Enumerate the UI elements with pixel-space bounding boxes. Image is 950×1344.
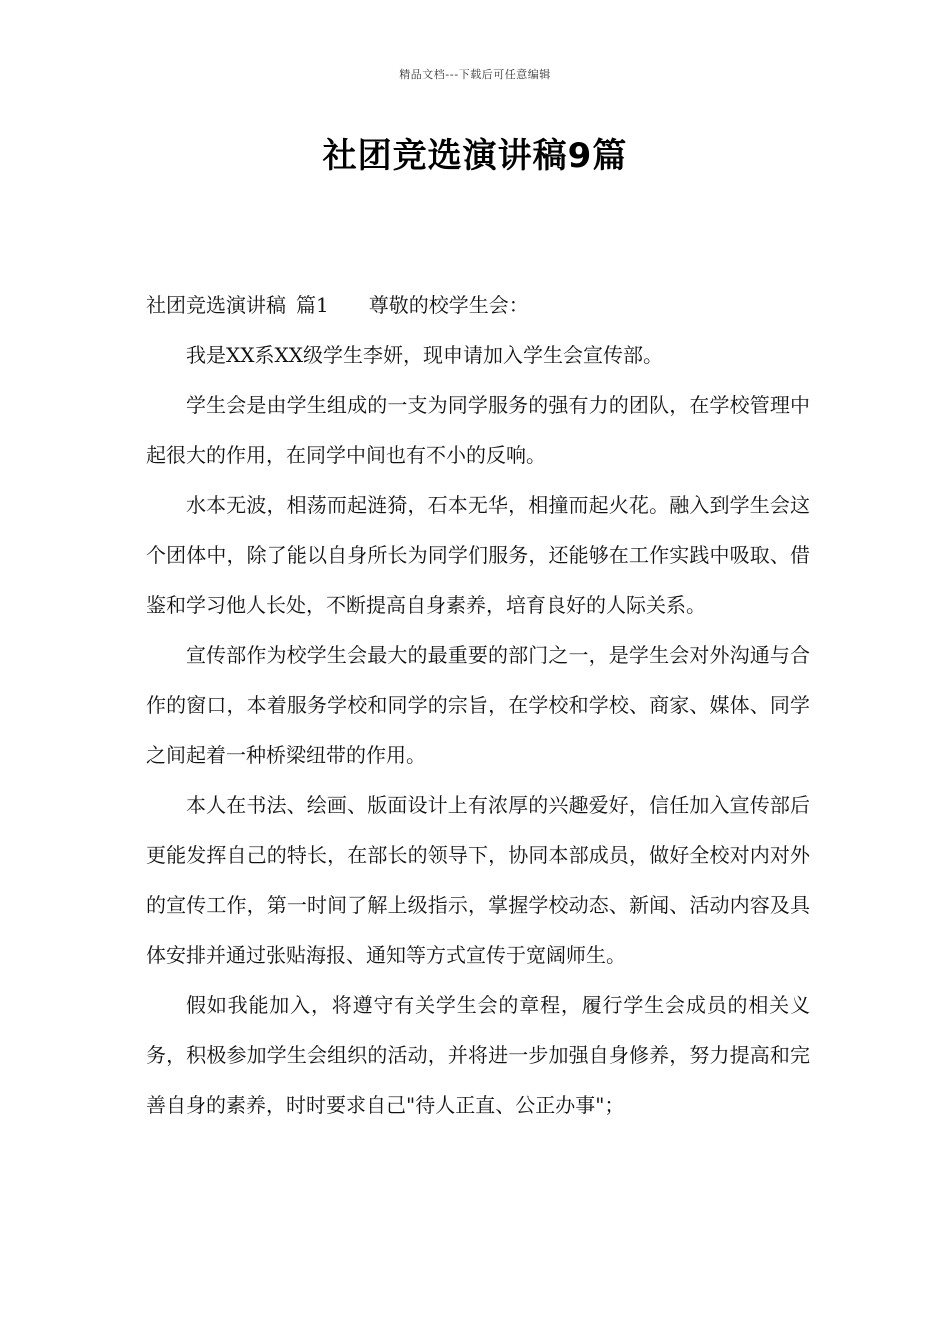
paragraph-5: 本人在书法、绘画、版面设计上有浓厚的兴趣爱好，信任加入宣传部后更能发挥自己的特长，在部长的领导下，协同本部成员，做好全校对内对外的宣传工作，第一时间了解上级指示，掌握学校动态、新闻、活动内容及具体安排并通过张贴海报、通知等方式宣传于宽阔师生。 (146, 793, 810, 967)
paragraph-6: 假如我能加入，将遵守有关学生会的章程，履行学生会成员的相关义务，积极参加学生会组织的活动，并将进一步加强自身修养，努力提高和完善自身的素养，时时要求自己"待人正直、公正办事"； (146, 993, 810, 1117)
section-number: 篇1 (296, 293, 329, 317)
document-body (146, 280, 810, 1130)
paragraph-4: 宣传部作为校学生会最大的最重要的部门之一，是学生会对外沟通与合作的窗口，本着服务学校和同学的宗旨，在学校和学校、商家、媒体、同学之间起着一种桥梁纽带的作用。 (146, 643, 810, 767)
paragraph-2: 学生会是由学生组成的一支为同学服务的强有力的团队，在学校管理中起很大的作用，在同学中间也有不小的反响。 (146, 393, 810, 467)
section-title: 社团竞选演讲稿 (146, 293, 286, 317)
salutation: 尊敬的校学生会： (368, 293, 529, 317)
header-note: 精品文档---下载后可任意编辑 (399, 68, 551, 81)
paragraph-3: 水本无波，相荡而起涟猗，石本无华，相撞而起火花。融入到学生会这个团体中，除了能以自身所长为同学们服务，还能够在工作实践中吸取、借鉴和学习他人长处，不断提高自身素养，培育良好的人际关系。 (146, 493, 810, 617)
document-title: 社团竞选演讲稿9篇 (322, 136, 628, 176)
section-heading-line (146, 280, 810, 330)
paragraph-1: 我是XX系XX级学生李妍，现申请加入学生会宣传部。 (186, 343, 663, 367)
